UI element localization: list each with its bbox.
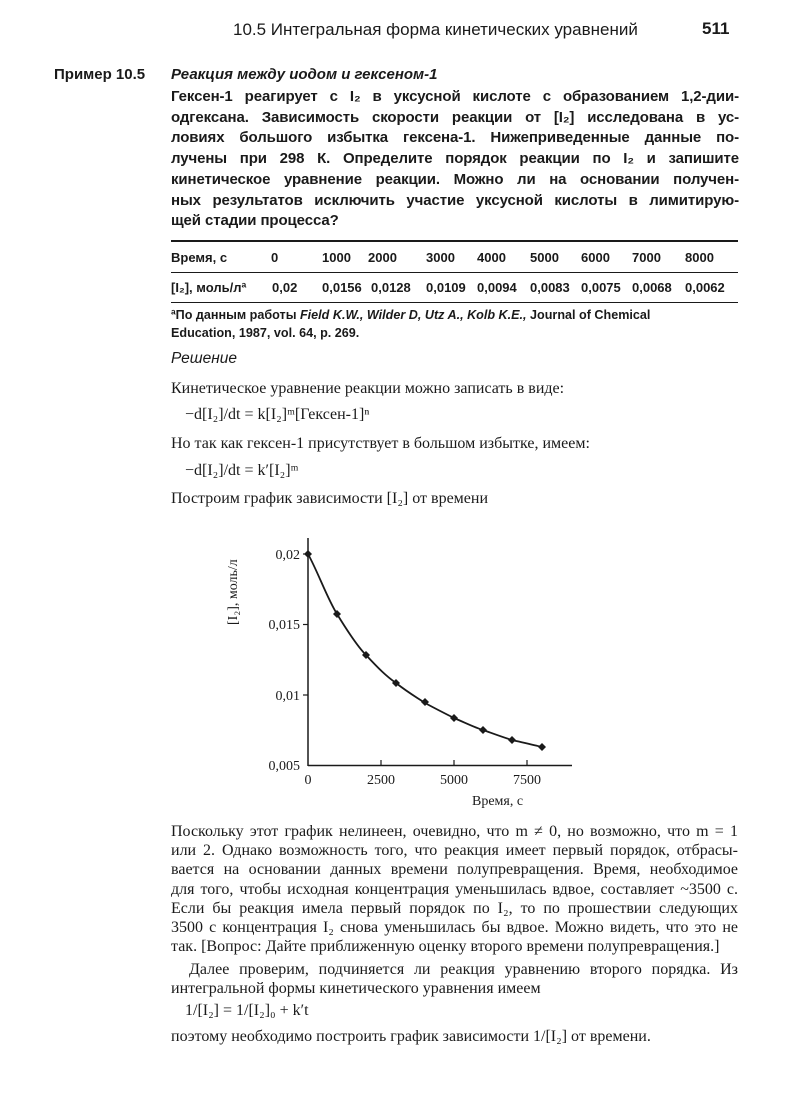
x-tick-label: 5000 [440,773,468,788]
table-cell: 0,0068 [632,280,672,295]
y-tick-label: 0,01 [275,689,300,704]
example-line: одгексана. Зависимость скорости реакции от [I₂] исследована в ус- [171,108,739,126]
table-cell: 2000 [368,250,397,265]
data-markers [304,550,546,751]
table-cell: 0,0109 [426,280,466,295]
x-tick-label: 7500 [513,773,541,788]
x-tick-label: 2500 [367,773,395,788]
row-header-time: Время, с [171,250,228,265]
solution-paragraph-3: Построим график зависимости [I₂] от времени [171,490,489,507]
example-title: Реакция между иодом и гексеном-1 [171,66,438,83]
table-cell: 4000 [477,250,506,265]
equation-second-order: 1/[I₂] = 1/[I₂]₀ + k′t [185,1002,309,1019]
paragraph-line: для того, чтобы исходная концентрация уменьшилась вдвое, составляет ~3500 с. [171,880,738,898]
paragraph-line: интегральной формы кинетического уравнения имеем [171,980,541,998]
paragraph-line: Если бы реакция имела первый порядок по I₂, то по прошествии следующих [171,899,738,917]
footnote-prefix: ªПо данным работы [171,308,300,322]
solution-paragraph-1: Кинетическое уравнение реакции можно записать в виде: [171,380,565,397]
equation-rate-law: −d[I₂]/dt = k[I₂]ᵐ[Гексен-1]ⁿ [185,406,370,423]
table-cell: 0,0128 [371,280,411,295]
example-line: щей стадии процесса? [171,212,339,230]
table-cell: 0 [271,250,279,265]
table-cell: 0,0083 [530,280,570,295]
table-cell: 0,0062 [685,280,725,295]
equation-pseudo-rate-law: −d[I₂]/dt = k′[I₂]ᵐ [185,462,299,479]
solution-paragraph-2: Но так как гексен-1 присутствует в большом избытке, имеем: [171,435,590,452]
page-number: 511 [702,19,730,38]
row-header-concentration: [I₂], моль/лª [171,280,247,295]
solution-paragraph-4 [171,822,738,956]
table-cell: 0,0094 [477,280,517,295]
table-cell: 6000 [581,250,610,265]
solution-heading: Решение [171,350,238,367]
example-line: Гексен-1 реагирует с I₂ в уксусной кислоте с образованием 1,2-дии- [171,88,739,105]
chart-y-axis-label: [I₂], моль/л [226,559,241,625]
paragraph-line: или 2. Однако возможность того, что реакция имеет первый порядок, отбрасы- [171,842,738,860]
example-label: Пример 10.5 [54,66,146,83]
paragraph-line: 3500 с концентрация I₂ снова уменьшилась бы вдвое. Можно видеть, что это не [171,919,738,937]
paragraph-line: Поскольку этот график нелинеен, очевидно, что m ≠ 0, но возможно, что m = 1 [171,823,738,840]
example-line: ных результатов исключить участие уксусной кислоты в лимитирую- [171,191,739,209]
solution-paragraph-6: поэтому необходимо построить график зависимости 1/[I₂] от времени. [171,1028,651,1045]
table-cell: 7000 [632,250,661,265]
y-tick-label: 0,02 [275,548,300,563]
chart-x-axis-label: Время, с [472,794,524,809]
running-header-title: 10.5 Интегральная форма кинетических уравнений [233,20,638,39]
table-cell: 3000 [426,250,455,265]
table-cell: 0,0075 [581,280,621,295]
example-line: ловиях большого избытка гексена-1. Нижеприведенные данные по- [171,129,739,147]
fit-curve [308,554,542,747]
footnote-authors: Field K.W., Wilder D, Utz A., Kolb K.E., [299,308,527,322]
footnote-journal: Journal of Chemical [526,308,651,322]
y-tick-label: 0,015 [268,618,300,633]
table-cell: 5000 [530,250,559,265]
paragraph-line: так. [Вопрос: Дайте приближенную оценку второго времени полупревращения.] [171,938,720,956]
solution-paragraph-5 [171,960,738,998]
table-cell: 8000 [685,250,714,265]
y-tick-label: 0,005 [268,759,300,774]
paragraph-line: Далее проверим, подчиняется ли реакция уравнению второго порядка. Из [189,961,738,978]
table-cell: 0,0156 [322,280,362,295]
footnote-journal-ref: Education, 1987, vol. 64, p. 269. [171,326,360,340]
example-line: лучены при 298 К. Определите порядок реакции по I₂ и запишите [171,150,739,168]
x-tick-label: 0 [304,773,312,788]
paragraph-line: вается на основании данных времени полупревращения. Время, необходимое [171,861,738,879]
table-cell: 0,02 [272,280,298,295]
example-line: кинетическое уравнение реакции. Можно ли на основании получен- [171,170,739,188]
table-cell: 1000 [322,250,351,265]
